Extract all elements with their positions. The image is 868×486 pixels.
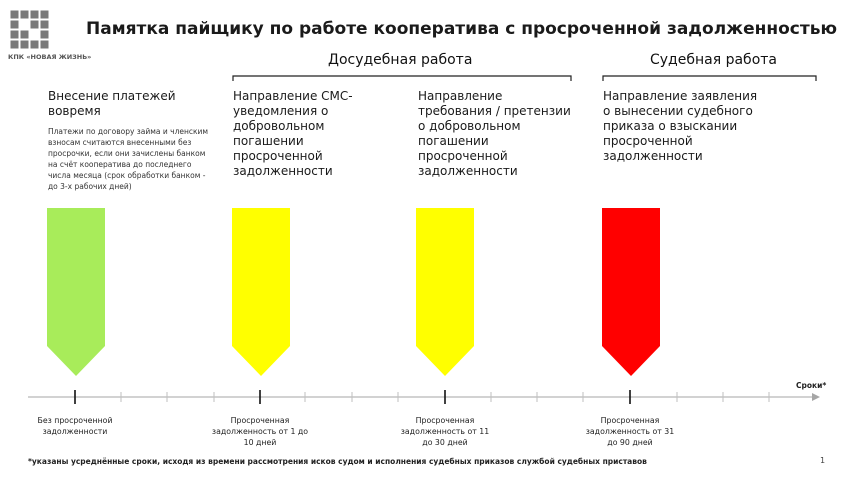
page-number: 1 — [820, 456, 826, 465]
arrow-sms — [232, 208, 290, 376]
page-title: Памятка пайщику по работе кооператива с просроченной задолженностью — [86, 19, 837, 39]
judicial-label: Судебная работа — [650, 52, 777, 68]
axis-label: Сроки* — [796, 381, 827, 390]
period-label-11-30: Просроченная задолженность от 11 до 30 дней — [400, 416, 490, 447]
period-label-31-90: Просроченная задолженность от 31 до 90 дней — [585, 416, 675, 447]
logo-cell — [11, 41, 19, 49]
logo-cell — [41, 31, 49, 39]
logo-cell — [41, 21, 49, 29]
stage-title-on-time: Внесение платежей вовремя — [48, 89, 176, 118]
stage-title-sms: Направление СМС-уведомления о добровольном погашении просроченной задолженности — [233, 89, 353, 178]
stage-title-court-order: Направление заявления о вынесении судебного приказа о взыскании просроченной задолженности — [603, 89, 758, 163]
logo-cell — [11, 11, 19, 19]
arrow-shape — [232, 208, 290, 376]
logo-caption: КПК «НОВАЯ ЖИЗНЬ» — [8, 53, 92, 61]
judicial-bracket — [603, 76, 816, 81]
arrow-on-time — [47, 208, 105, 376]
pretrial-bracket — [233, 76, 571, 81]
arrow-court-order — [602, 208, 660, 376]
logo-cell — [11, 31, 19, 39]
arrow-shape — [416, 208, 474, 376]
arrow-shape — [602, 208, 660, 376]
logo-cell — [41, 11, 49, 19]
logo-cell — [31, 41, 39, 49]
stage-note-on-time: Платежи по договору займа и членским взносам считаются внесенными без просрочки, если они зачислены банком на счёт кооператива до последнего числа месяца (срок обработки банком - до 3-х рабочих дней) — [48, 127, 209, 191]
axis-arrowhead — [812, 393, 820, 401]
logo-cell — [21, 31, 29, 39]
logo-cell — [41, 41, 49, 49]
grid-logo-icon — [10, 10, 50, 50]
stage-title-claim: Направление требования / претензии о добровольном погашении просроченной задолженности — [418, 89, 571, 178]
logo-cell — [11, 21, 19, 29]
timeline-axis — [0, 385, 868, 415]
logo-cell — [31, 11, 39, 19]
period-label-none: Без просроченной задолженности — [37, 416, 113, 436]
period-label-1-10: Просроченная задолженность от 1 до 10 дней — [211, 416, 309, 447]
footnote: *указаны усреднённые сроки, исходя из времени рассмотрения исков судом и исполнения судебных приказов службой судебных приставов — [28, 457, 647, 466]
logo-cell — [31, 21, 39, 29]
logo-cell — [21, 11, 29, 19]
arrow-shape — [47, 208, 105, 376]
pretrial-label: Досудебная работа — [328, 52, 473, 68]
logo-cell — [21, 41, 29, 49]
arrow-claim — [416, 208, 474, 376]
